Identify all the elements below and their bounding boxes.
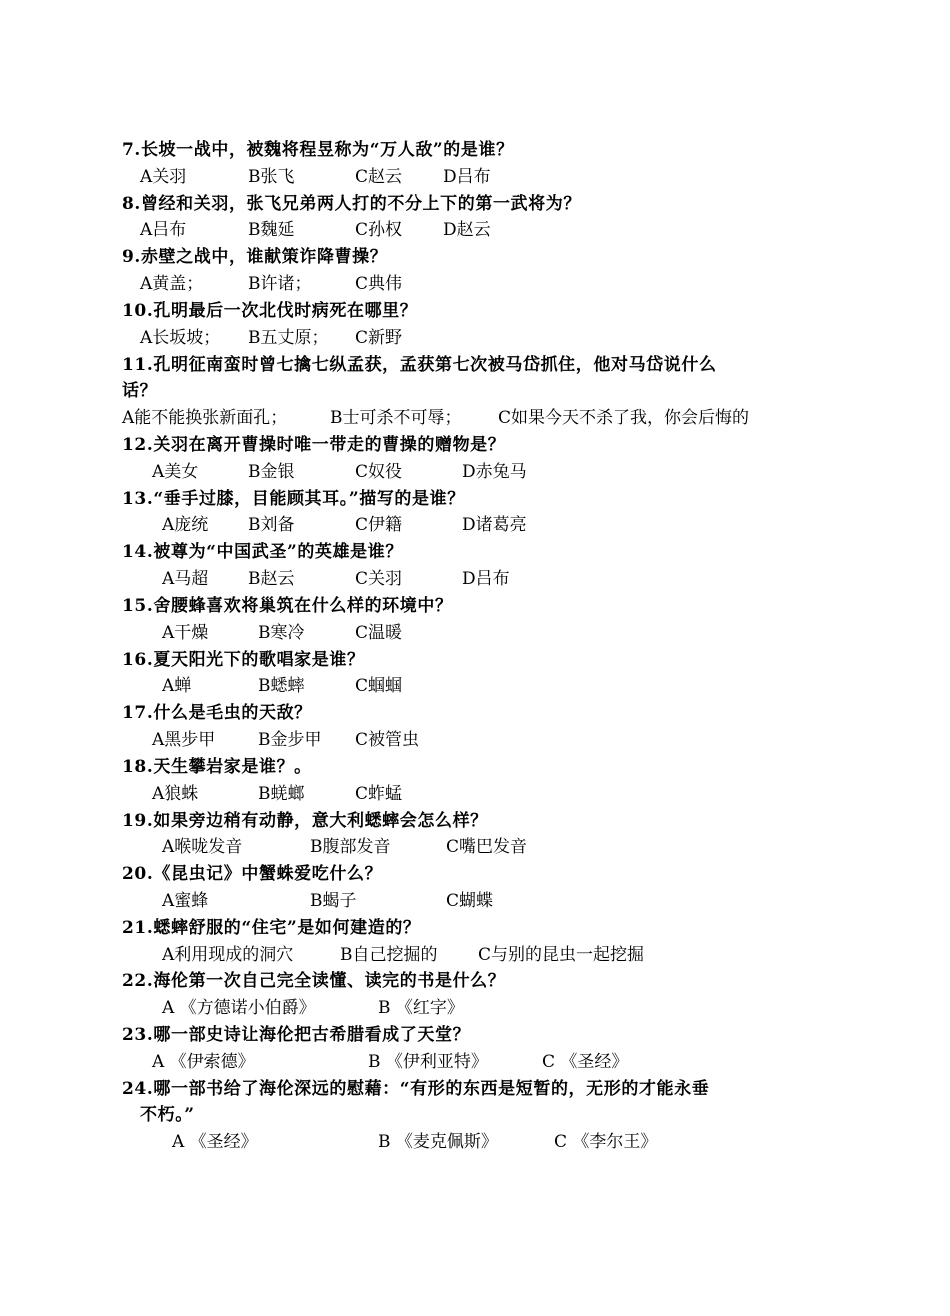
option: B蜣螂 bbox=[258, 784, 305, 804]
question-11: 11.孔明征南蛮时曾七擒七纵孟获，孟获第七次被马岱抓住，他对马岱说什么 bbox=[122, 355, 717, 375]
option: C蚱蜢 bbox=[355, 784, 403, 804]
option: A蜜蜂 bbox=[162, 891, 209, 911]
option: D赵云 bbox=[443, 220, 491, 240]
option: B 《麦克佩斯》 bbox=[378, 1132, 498, 1152]
option: B 《伊利亚特》 bbox=[368, 1052, 488, 1072]
option: B 《红字》 bbox=[378, 998, 464, 1018]
option: B金银 bbox=[248, 462, 295, 482]
question-24-continued: 不朽。” bbox=[140, 1105, 195, 1125]
option: D吕布 bbox=[462, 569, 510, 589]
question-9: 9.赤壁之战中，谁献策诈降曹操？ bbox=[122, 247, 388, 267]
option: D赤兔马 bbox=[462, 462, 527, 482]
question-22: 22.海伦第一次自己完全读懂、读完的书是什么？ bbox=[122, 971, 506, 991]
option: A干燥 bbox=[162, 623, 209, 643]
option: B士可杀不可辱； bbox=[330, 408, 462, 428]
option: B赵云 bbox=[248, 569, 295, 589]
option: B寒冷 bbox=[258, 623, 305, 643]
option: A能不能换张新面孔； bbox=[122, 408, 288, 428]
question-14: 14.被尊为“中国武圣”的英雄是谁？ bbox=[122, 542, 403, 562]
option: A狼蛛 bbox=[152, 784, 199, 804]
option: A 《伊索德》 bbox=[152, 1052, 255, 1072]
option: C孙权 bbox=[355, 220, 403, 240]
option: C赵云 bbox=[355, 167, 403, 187]
option: B自己挖掘的 bbox=[340, 945, 438, 965]
option: A 《圣经》 bbox=[172, 1132, 258, 1152]
option: B刘备 bbox=[248, 515, 295, 535]
option: A吕布 bbox=[140, 220, 187, 240]
question-11-continued: 话？ bbox=[122, 381, 158, 401]
option: A喉咙发音 bbox=[162, 837, 243, 857]
question-18: 18.天生攀岩家是谁？。 bbox=[122, 757, 312, 777]
question-24: 24.哪一部书给了海伦深远的慰藉：“有形的东西是短暂的，无形的才能永垂 bbox=[122, 1079, 710, 1099]
option: B蝎子 bbox=[310, 891, 357, 911]
option: B腹部发音 bbox=[310, 837, 391, 857]
option: D诸葛亮 bbox=[462, 515, 527, 535]
question-23: 23.哪一部史诗让海伦把古希腊看成了天堂？ bbox=[122, 1025, 471, 1045]
question-7: 7.长坡一战中，被魏将程昱称为“万人敌”的是谁？ bbox=[122, 140, 514, 160]
option: A美女 bbox=[152, 462, 199, 482]
option: C奴役 bbox=[355, 462, 403, 482]
option: C典伟 bbox=[355, 274, 403, 294]
option: C蝈蝈 bbox=[355, 676, 403, 696]
question-19: 19.如果旁边稍有动静，意大利蟋蟀会怎么样？ bbox=[122, 811, 488, 831]
option: B五丈原； bbox=[248, 328, 329, 348]
question-15: 15.舍腰蜂喜欢将巢筑在什么样的环境中？ bbox=[122, 596, 453, 616]
option: C与别的昆虫一起挖掘 bbox=[478, 945, 645, 965]
question-13: 13.“垂手过膝，目能顾其耳。”描写的是谁？ bbox=[122, 489, 465, 509]
option: A长坂坡； bbox=[140, 328, 221, 348]
question-20: 20.《昆虫记》中蟹蛛爱吃什么？ bbox=[122, 864, 383, 884]
option: C 《圣经》 bbox=[542, 1052, 629, 1072]
option: B金步甲 bbox=[258, 730, 322, 750]
option: A蝉 bbox=[162, 676, 192, 696]
option: C关羽 bbox=[355, 569, 403, 589]
option: A利用现成的洞穴 bbox=[162, 945, 294, 965]
question-8: 8.曾经和关羽，张飞兄弟两人打的不分上下的第一武将为？ bbox=[122, 194, 581, 214]
question-10: 10.孔明最后一次北伐时病死在哪里？ bbox=[122, 301, 418, 321]
option: D吕布 bbox=[443, 167, 491, 187]
option: C蝴蝶 bbox=[446, 891, 494, 911]
option: C 《李尔王》 bbox=[554, 1132, 658, 1152]
option: B许诸； bbox=[248, 274, 312, 294]
option: B魏延 bbox=[248, 220, 295, 240]
question-17: 17.什么是毛虫的天敌？ bbox=[122, 703, 312, 723]
option: C嘴巴发音 bbox=[446, 837, 528, 857]
option: A 《方德诺小伯爵》 bbox=[162, 998, 316, 1018]
option: A庞统 bbox=[162, 515, 209, 535]
option: A关羽 bbox=[140, 167, 187, 187]
option: A黄盖； bbox=[140, 274, 204, 294]
option: A马超 bbox=[162, 569, 209, 589]
question-12: 12.关羽在离开曹操时唯一带走的曹操的赠物是？ bbox=[122, 435, 506, 455]
question-16: 16.夏天阳光下的歌唱家是谁？ bbox=[122, 650, 365, 670]
option: C如果今天不杀了我，你会后悔的 bbox=[498, 408, 750, 428]
option: B张飞 bbox=[248, 167, 295, 187]
question-21: 21.蟋蟀舒服的“住宅”是如何建造的？ bbox=[122, 918, 421, 938]
option: C伊籍 bbox=[355, 515, 403, 535]
option: C被管虫 bbox=[355, 730, 420, 750]
option: C温暖 bbox=[355, 623, 403, 643]
option: C新野 bbox=[355, 328, 403, 348]
option: B蟋蟀 bbox=[258, 676, 305, 696]
option: A黑步甲 bbox=[152, 730, 216, 750]
